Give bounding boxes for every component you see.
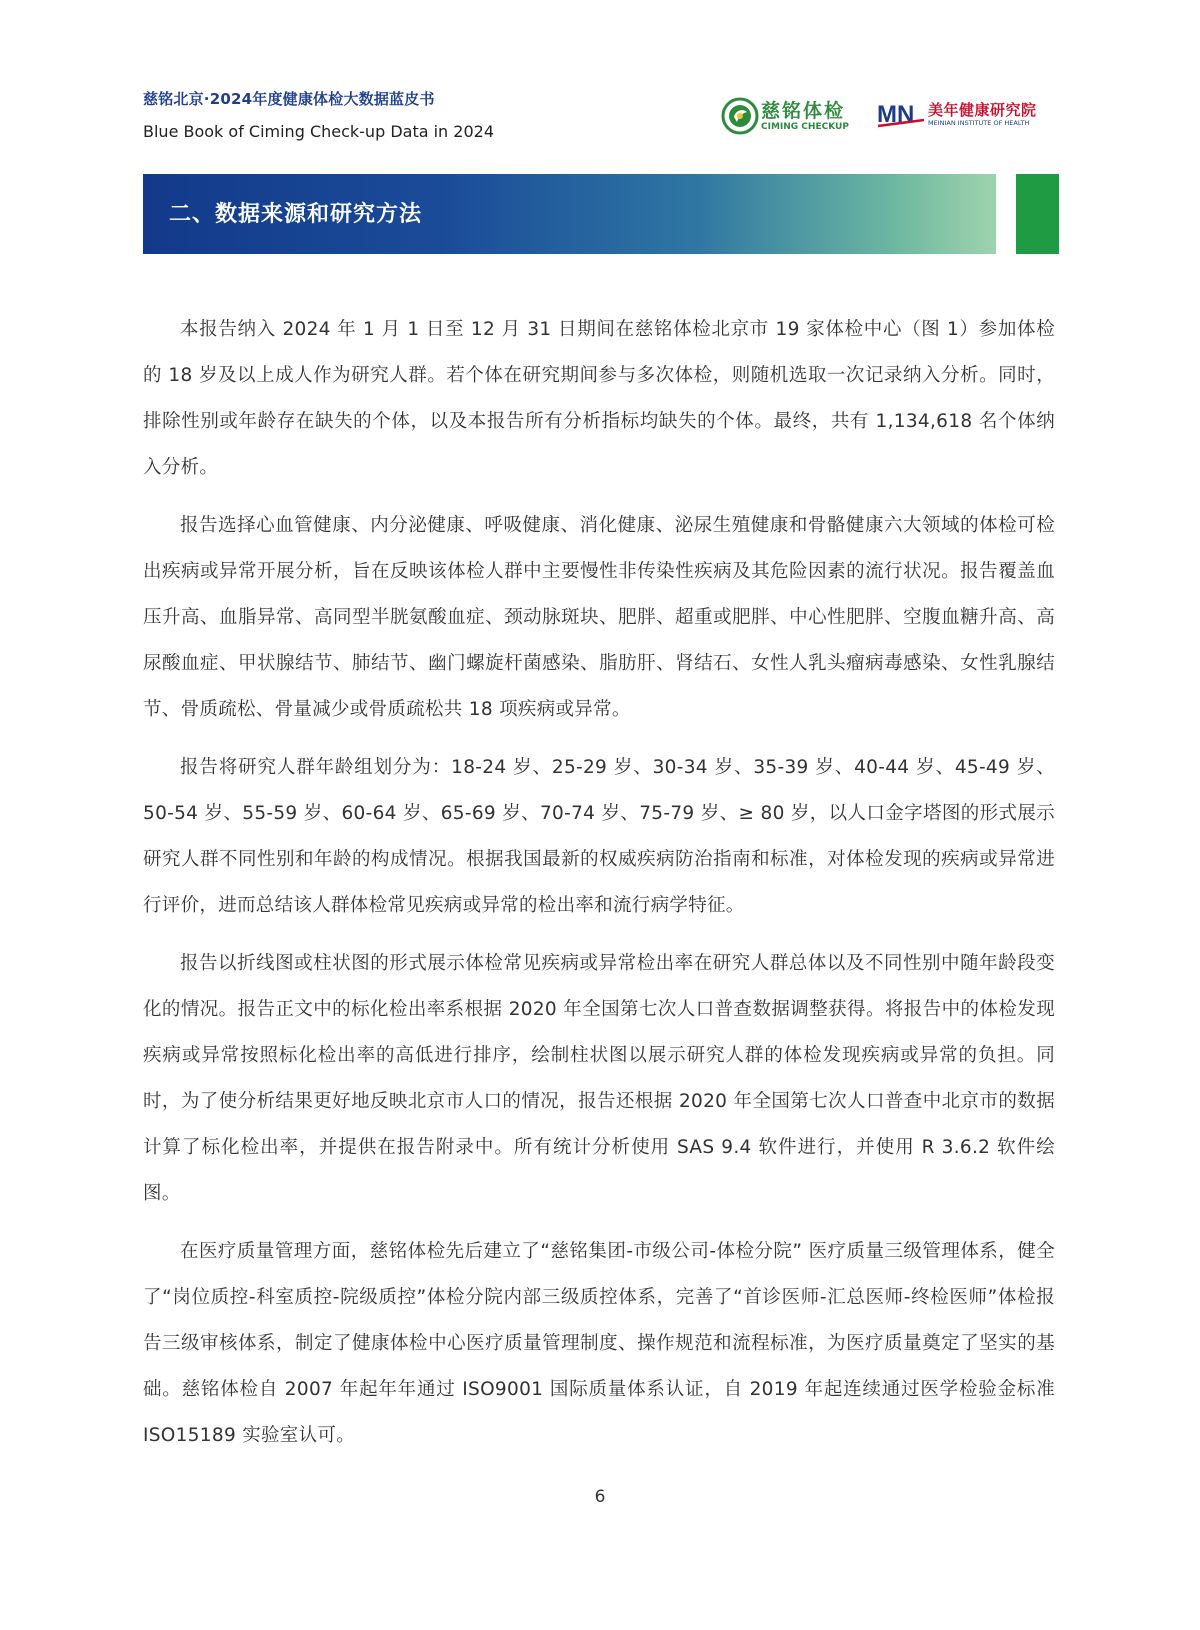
paragraph-quality-management: 在医疗质量管理方面，慈铭体检先后建立了“慈铭集团-市级公司-体检分院” 医疗质量三级管理体系，健全了“岗位质控-科室质控-院级质控”体检分院内部三级质控体系，完善了“首诊医师-汇总医师-终检医师”体检报告三级审核体系，制定了健康体检中心医疗质量管理制度、操作规范和流程标准，为医疗质量奠定了坚实的基础。慈铭体检自 2007 年起年年通过 ISO9001 国际质量体系认证，自 2019 年起连续通过医学检验金标准 ISO15189 实验室认可。 [143,1241,1055,1446]
body-text [143,307,1055,1471]
ciming-logo-name: 慈铭体检 [761,100,846,122]
section-accent-bar [1016,174,1059,254]
header-title-cn: 慈铭北京·2024年度健康体检大数据蓝皮书 [143,90,435,108]
meinian-logo-subtitle: MEINIAN INSTITUTE OF HEALTH [928,119,1030,127]
paragraph-data-source: 本报告纳入 2024 年 1 月 1 日至 12 月 31 日期间在慈铭体检北京市 19 家体检中心（图 1）参加体检的 18 岁及以上成人作为研究人群。若个体在研究期间参与多次体检，则随机选取一次记录纳入分析。同时，排除性别或年龄存在缺失的个体，以及本报告所有分析指标均缺失的个体。最终，共有 1,134,618 名个体纳入分析。 [143,319,1055,478]
paragraph-statistics: 报告以折线图或柱状图的形式展示体检常见疾病或异常检出率在研究人群总体以及不同性别中随年龄段变化的情况。报告正文中的标化检出率系根据 2020 年全国第七次人口普查数据调整获得。将报告中的体检发现疾病或异常按照标化检出率的高低进行排序，绘制柱状图以展示研究人群的体检发现疾病或异常的负担。同时，为了使分析结果更好地反映北京市人口的情况，报告还根据 2020 年全国第七次人口普查中北京市的数据计算了标化检出率，并提供在报告附录中。所有统计分析使用 SAS 9.4 软件进行，并使用 R 3.6.2 软件绘图。 [143,953,1055,1204]
meinian-mark-text: MN [877,101,915,128]
ciming-logo-subtitle: CIMING CHECKUP [761,122,849,132]
paragraph-disease-scope: 报告选择心血管健康、内分泌健康、呼吸健康、消化健康、泌尿生殖健康和骨骼健康六大领域的体检可检出疾病或异常开展分析，旨在反映该体检人群中主要慢性非传染性疾病及其危险因素的流行状况。报告覆盖血压升高、血脂异常、高同型半胱氨酸血症、颈动脉斑块、肥胖、超重或肥胖、中心性肥胖、空腹血糖升高、高尿酸血症、甲状腺结节、肺结节、幽门螺旋杆菌感染、脂肪肝、肾结石、女性人乳头瘤病毒感染、女性乳腺结节、骨质疏松、骨量减少或骨质疏松共 18 项疾病或异常。 [143,515,1055,720]
page-header [143,86,1058,141]
ciming-logo [721,96,861,140]
header-title-en: Blue Book of Ciming Check-up Data in 2024 [143,122,494,141]
meinian-mark-icon [876,98,926,128]
section-title: 二、数据来源和研究方法 [169,202,423,227]
section-banner [143,174,996,254]
page-number: 6 [594,1487,606,1507]
meinian-logo [876,98,1061,134]
meinian-logo-name: 美年健康研究院 [928,101,1037,119]
paragraph-age-groups: 报告将研究人群年龄组划分为：18-24 岁、25-29 岁、30-34 岁、35-39 岁、40-44 岁、45-49 岁、50-54 岁、55-59 岁、60-64 岁、65-69 岁、70-74 岁、75-79 岁、≥ 80 岁，以人口金字塔图的形式展示研究人群不同性别和年龄的构成情况。根据我国最新的权威疾病防治指南和标准，对体检发现的疾病或异常进行评价，进而总结该人群体检常见疾病或异常的检出率和流行病学特征。 [143,757,1055,916]
ciming-leaf-icon [721,97,759,135]
